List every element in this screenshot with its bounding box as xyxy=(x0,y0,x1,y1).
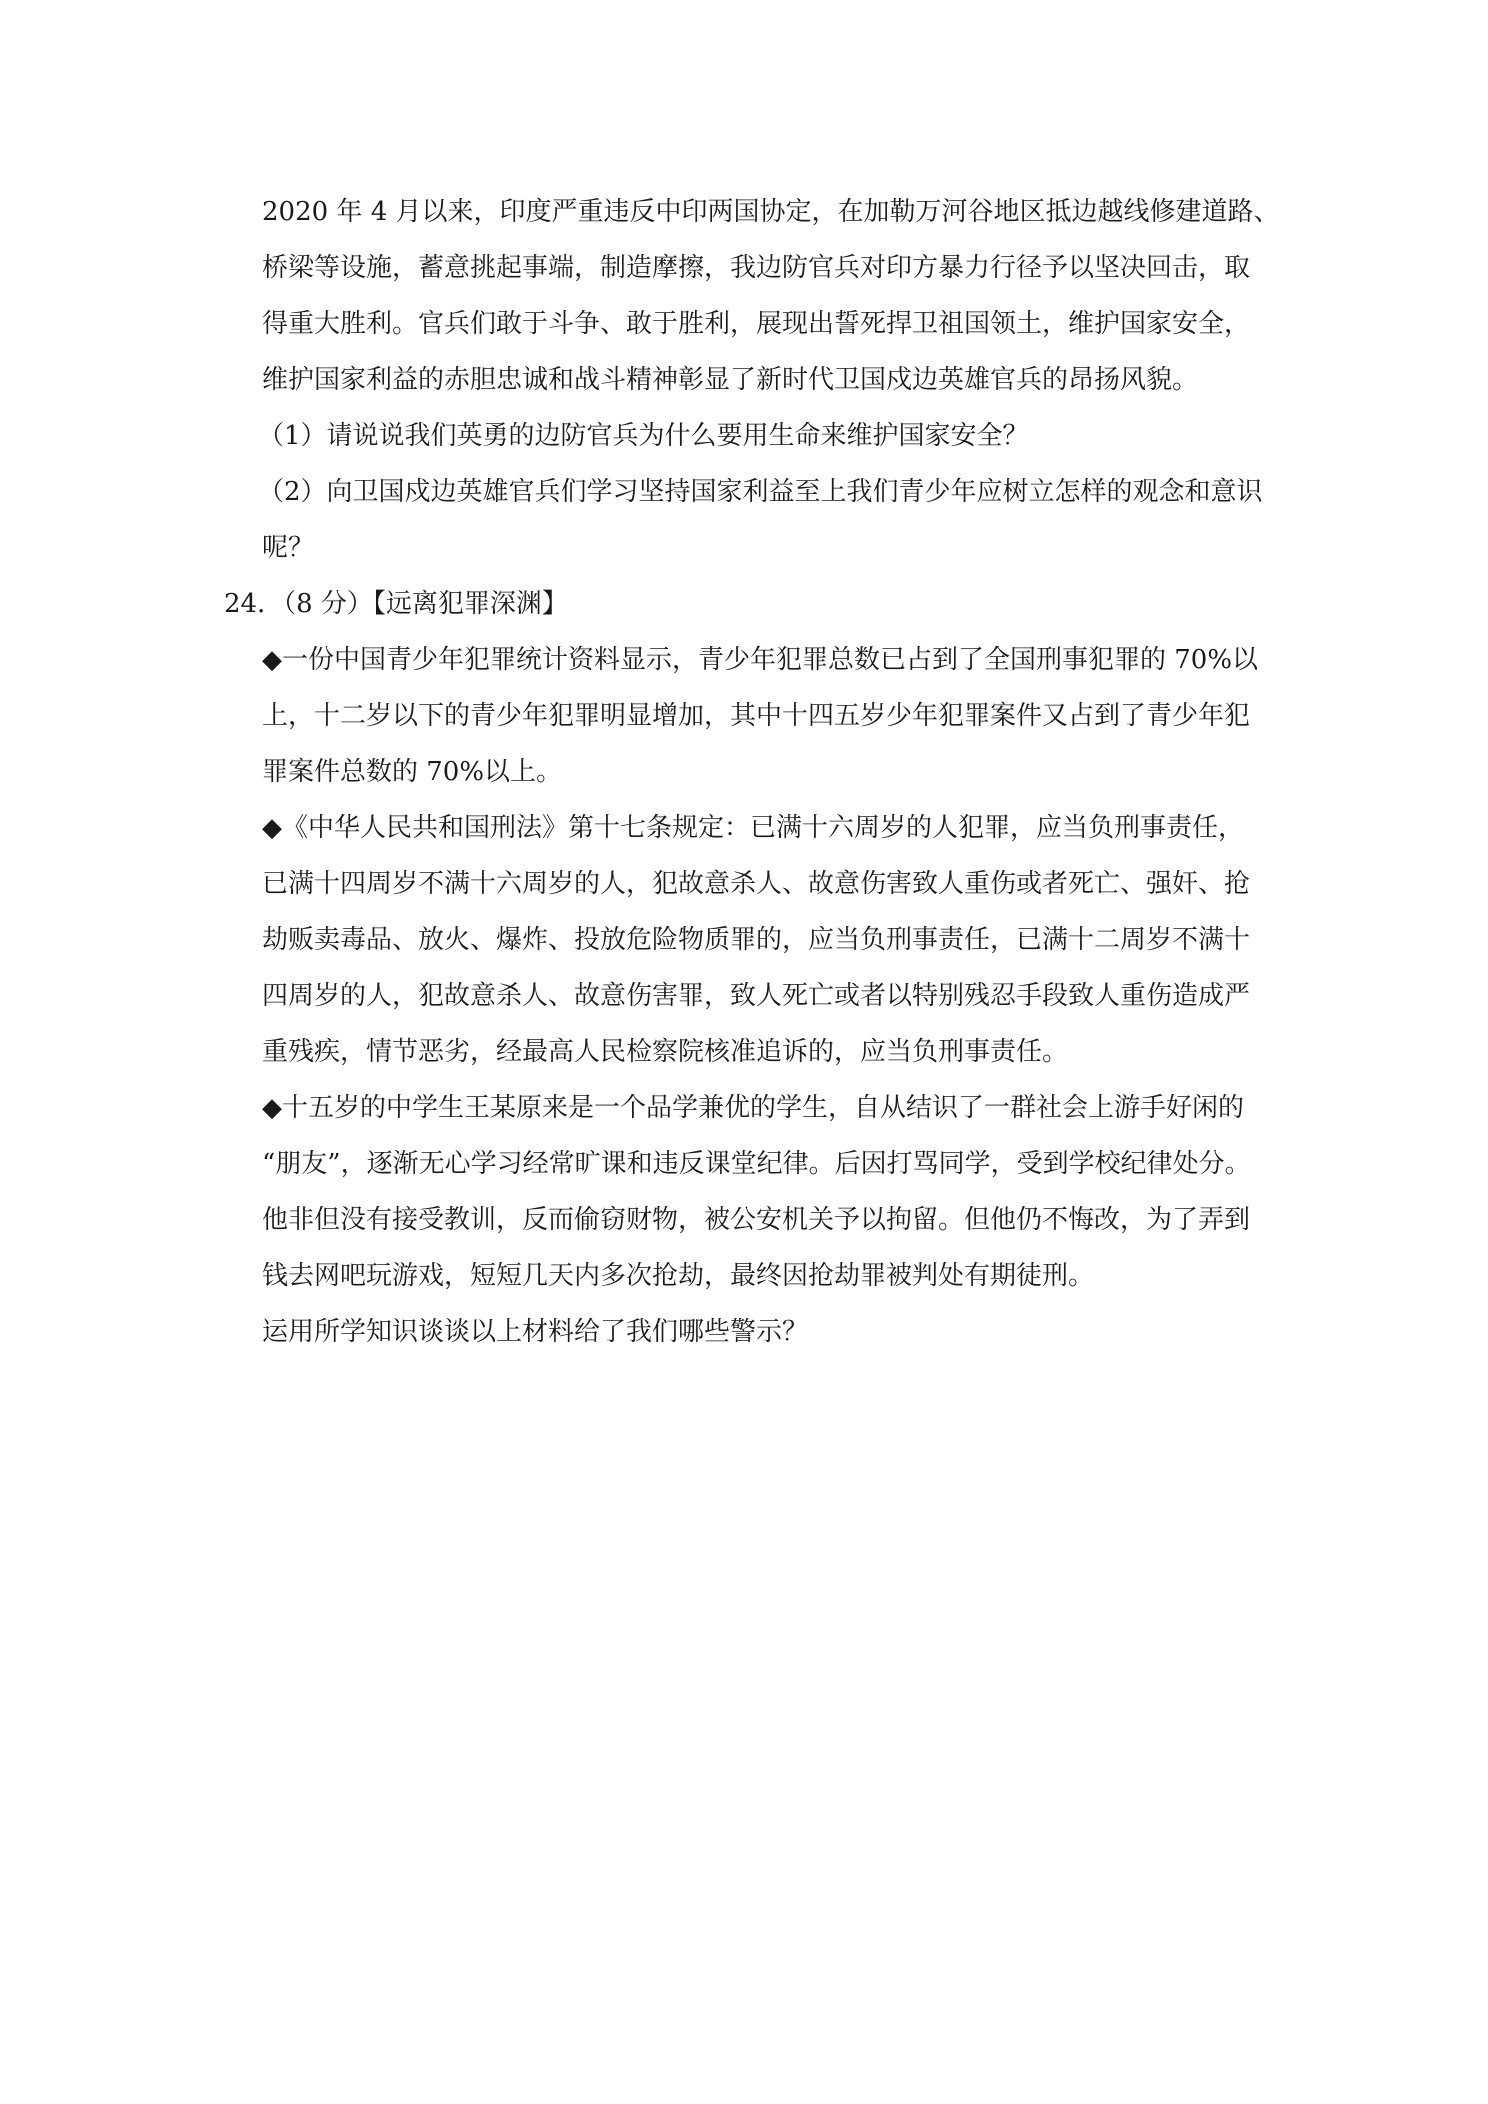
q23-material-line-1: 2020 年 4 月以来，印度严重违反中印两国协定，在加勒万河谷地区抵边越线修建道路、 xyxy=(262,197,1280,227)
q24-material3-line-3: 他非但没有接受教训，反而偷窃财物，被公安机关予以拘留。但他仍不悔改，为了弄到 xyxy=(262,1205,1251,1235)
q24-material3-line-2: “朋友”，逐渐无心学习经常旷课和违反课堂纪律。后因打骂同学，受到学校纪律处分。 xyxy=(262,1149,1251,1179)
q23-sub-question-1: （1）请说说我们英勇的边防官兵为什么要用生命来维护国家安全？ xyxy=(258,421,1029,451)
q24-material2-line-2: 已满十四周岁不满十六周岁的人，犯故意杀人、故意伤害致人重伤或者死亡、强奸、抢 xyxy=(262,869,1251,899)
q24-material1-line-3: 罪案件总数的 70%以上。 xyxy=(262,757,563,787)
q23-material-line-2: 桥梁等设施，蓄意挑起事端，制造摩擦，我边防官兵对印方暴力行径予以坚决回击，取 xyxy=(262,253,1251,283)
q24-material3-line-4: 钱去网吧玩游戏，短短几天内多次抢劫，最终因抢劫罪被判处有期徒刑。 xyxy=(262,1261,1095,1291)
q23-material-line-3: 得重大胜利。官兵们敢于斗争、敢于胜利，展现出誓死捍卫祖国领土，维护国家安全， xyxy=(262,309,1251,339)
q24-material1-line-2: 上，十二岁以下的青少年犯罪明显增加，其中十四五岁少年犯罪案件又占到了青少年犯 xyxy=(262,701,1251,731)
q24-prompt: 运用所学知识谈谈以上材料给了我们哪些警示？ xyxy=(262,1317,809,1347)
q23-material-line-4: 维护国家利益的赤胆忠诚和战斗精神彰显了新时代卫国戍边英雄官兵的昂扬风貌。 xyxy=(262,365,1199,395)
q24-material2-line-3: 劫贩卖毒品、放火、爆炸、投放危险物质罪的，应当负刑事责任，已满十二周岁不满十 xyxy=(262,925,1251,955)
q23-sub-question-2-line-1: （2）向卫国戍边英雄官兵们学习坚持国家利益至上我们青少年应树立怎样的观念和意识 xyxy=(258,477,1263,507)
q24-material1-line-1: ◆一份中国青少年犯罪统计资料显示，青少年犯罪总数已占到了全国刑事犯罪的 70%以 xyxy=(262,645,1259,675)
q24-material2-line-4: 四周岁的人，犯故意杀人、故意伤害罪，致人死亡或者以特别残忍手段致人重伤造成严 xyxy=(262,981,1251,1011)
q24-material2-line-5: 重残疾，情节恶劣，经最高人民检察院核准追诉的，应当负刑事责任。 xyxy=(262,1037,1069,1067)
q23-sub-question-2-line-2: 呢？ xyxy=(262,533,315,563)
q24-header: 24．（8 分）【远离犯罪深渊】 xyxy=(224,589,568,619)
q24-material2-line-1: ◆《中华人民共和国刑法》第十七条规定：已满十六周岁的人犯罪，应当负刑事责任， xyxy=(262,813,1244,843)
q24-material3-line-1: ◆十五岁的中学生王某原来是一个品学兼优的学生，自从结识了一群社会上游手好闲的 xyxy=(262,1093,1244,1123)
